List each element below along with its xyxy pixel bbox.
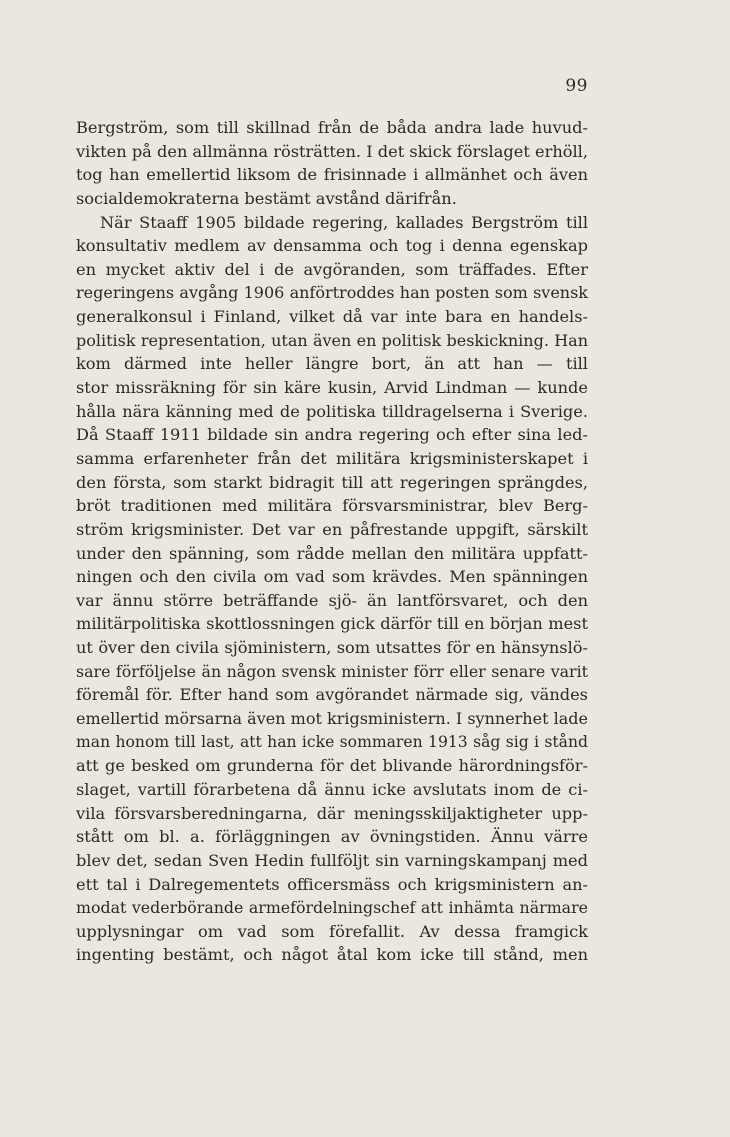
- text-line: bröt traditionen med militära försvarsministrar, blev Berg-: [76, 496, 588, 516]
- text-line: föremål för. Efter hand som avgörandet närmade sig, vändes: [76, 685, 588, 705]
- text-line: När Staaff 1905 bildade regering, kallades Bergström till: [100, 212, 588, 232]
- text-line: hålla nära känning med de politiska tilldragelserna i Sverige.: [76, 401, 588, 421]
- text-line: blev det, sedan Sven Hedin fullföljt sin varningskampanj med: [76, 850, 588, 870]
- text-line: modat vederbörande armefördelningschef att inhämta närmare: [76, 898, 588, 918]
- text-line: den första, som starkt bidragit till att regeringen sprängdes,: [76, 472, 588, 492]
- body-text: [76, 116, 588, 967]
- text-line: slaget, vartill förarbetena då ännu icke avslutats inom de ci-: [76, 779, 588, 799]
- text-line: vila försvarsberedningarna, där meningsskiljaktigheter upp-: [76, 803, 588, 823]
- text-line: ingenting bestämt, och något åtal kom icke till stånd, men: [76, 945, 588, 965]
- text-line: ström krigsminister. Det var en påfrestande uppgift, särskilt: [76, 519, 588, 539]
- text-line: militärpolitiska skottlossningen gick därför till en början mest: [76, 614, 588, 634]
- text-line: tog han emellertid liksom de frisinnade i allmänhet och även: [76, 165, 588, 185]
- text-line: man honom till last, att han icke sommaren 1913 såg sig i stånd: [76, 732, 588, 751]
- text-line: generalkonsul i Finland, vilket då var inte bara en handels-: [76, 307, 588, 327]
- text-line: politisk representation, utan även en politisk beskickning. Han: [76, 330, 588, 350]
- text-line: under den spänning, som rådde mellan den militära uppfatt-: [76, 543, 588, 563]
- text-line: regeringens avgång 1906 anförtroddes han posten som svensk: [76, 283, 588, 303]
- text-line: sare förföljelse än någon svensk minister förr eller senare varit: [76, 661, 588, 681]
- text-line: att ge besked om grunderna för det blivande härordningsför-: [76, 756, 588, 776]
- text-line: ett tal i Dalregementets officersmäss och krigsministern an-: [76, 874, 588, 894]
- text-line: konsultativ medlem av densamma och tog i denna egenskap: [76, 236, 588, 256]
- page-number: 99: [565, 76, 588, 96]
- text-line: var ännu större beträffande sjö- än lantförsvaret, och den: [76, 590, 588, 610]
- text-line: Då Staaff 1911 bildade sin andra regering och efter sina led-: [76, 425, 588, 445]
- text-line: ut över den civila sjöministern, som utsattes för en hänsynslö-: [76, 638, 588, 658]
- text-line: kom därmed inte heller längre bort, än att han — till: [76, 354, 588, 374]
- text-line: vikten på den allmänna rösträtten. I det skick förslaget erhöll,: [76, 141, 588, 161]
- text-line: en mycket aktiv del i de avgöranden, som träffades. Efter: [76, 259, 588, 279]
- text-line: ningen och den civila om vad som krävdes. Men spänningen: [76, 567, 588, 587]
- text-line: Bergström, som till skillnad från de båda andra lade huvud-: [76, 118, 588, 137]
- text-line: socialdemokraterna bestämt avstånd därifrån.: [76, 188, 457, 208]
- text-line: stått om bl. a. förläggningen av övningstiden. Ännu värre: [76, 827, 588, 847]
- text-line: samma erfarenheter från det militära krigsministerskapet i: [76, 448, 588, 468]
- text-line: upplysningar om vad som förefallit. Av dessa framgick: [76, 921, 588, 941]
- text-line: stor missräkning för sin käre kusin, Arvid Lindman — kunde: [76, 378, 588, 398]
- text-line: emellertid mörsarna även mot krigsministern. I synnerhet lade: [76, 709, 588, 729]
